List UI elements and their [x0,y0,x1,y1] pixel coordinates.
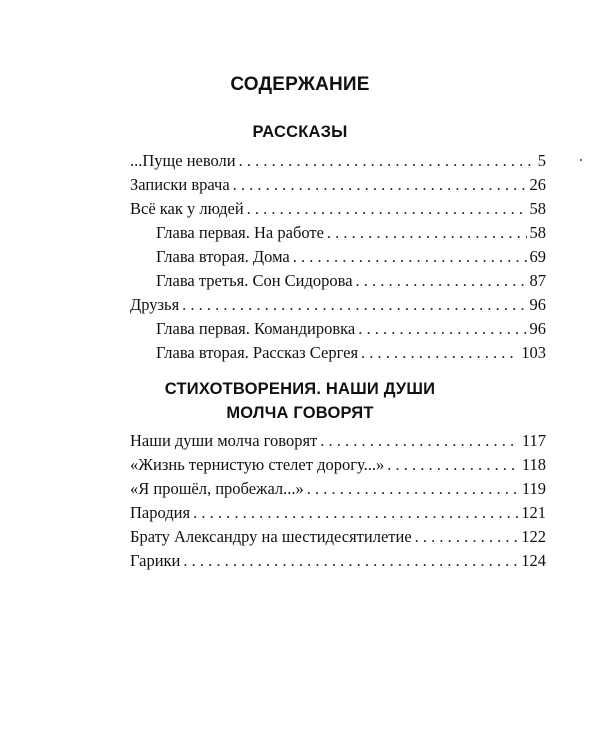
dot-leader [233,173,527,197]
dot-leader [182,293,526,317]
entry-page-number: 5 [537,151,546,170]
toc-subentry [130,245,546,269]
toc-subentry [130,221,546,245]
toc-entry [130,549,546,573]
entry-page-number: 117 [521,431,546,450]
dot-leader [361,341,518,365]
entry-title: Гарики [130,551,181,570]
entry-page-number: 69 [529,247,546,266]
entry-title: Брату Александру на шестидесятилетие [130,527,412,546]
entry-page-number: 122 [521,527,546,546]
entry-title: Глава третья. Сон Сидорова [156,271,353,290]
entry-page-number: 96 [529,295,546,314]
dot-leader [387,453,519,477]
page-title: СОДЕРЖАНИЕ [230,74,370,95]
dot-leader [356,269,527,293]
toc-subentry [130,317,546,341]
toc-entry [130,501,546,525]
toc-entry [130,173,546,197]
entry-title: Друзья [130,295,180,314]
entry-title: Глава первая. Командировка [156,319,356,338]
entry-title: Глава вторая. Рассказ Сергея [156,343,359,362]
dot-leader [307,477,519,501]
entry-page-number: 87 [529,271,546,290]
entry-title: Записки врача [130,175,230,194]
section-title-poems [0,377,600,425]
dot-leader [247,197,527,221]
toc-entry [130,429,546,453]
dot-leader [293,245,527,269]
section-title-line: МОЛЧА ГОВОРЯТ [226,404,374,422]
entry-title: Глава вторая. Дома [156,247,290,266]
dot-leader [320,429,519,453]
entry-page-number: 26 [529,175,546,194]
entry-page-number: 96 [529,319,546,338]
toc-entry [130,293,546,317]
entry-page-number: 58 [529,199,546,218]
entry-title: «Жизнь тернистую стелет дорогу...» [130,455,385,474]
entry-page-number: 119 [521,479,546,498]
dot-leader [415,525,519,549]
entry-page-number: 118 [521,455,546,474]
entry-title: «Я прошёл, пробежал...» [130,479,304,498]
toc-list-stories [130,149,546,365]
section-title-line: РАССКАЗЫ [252,123,348,141]
toc-entry [130,197,546,221]
entry-title: ...Пуще неволи [130,151,236,170]
entry-page-number: 103 [521,343,546,362]
dot-leader [327,221,527,245]
toc-entry [130,149,546,173]
toc-subentry [130,341,546,365]
toc-entry [130,477,546,501]
entry-title: Наши души молча говорят [130,431,318,450]
entry-title: Всё как у людей [130,199,244,218]
toc-subentry [130,269,546,293]
entry-title: Пародия [130,503,191,522]
toc-list-poems [130,429,546,573]
toc-entry [130,453,546,477]
dot-leader [239,149,535,173]
entry-page-number: 121 [521,503,546,522]
entry-page-number: 124 [521,551,546,570]
print-speck [580,159,582,161]
dot-leader [183,549,518,573]
dot-leader [358,317,526,341]
entry-page-number: 58 [529,223,546,242]
dot-leader [193,501,518,525]
section-title-line: СТИХОТВОРЕНИЯ. НАШИ ДУШИ [164,380,436,398]
section-title-stories [0,120,600,144]
entry-title: Глава первая. На работе [156,223,324,242]
toc-entry [130,525,546,549]
